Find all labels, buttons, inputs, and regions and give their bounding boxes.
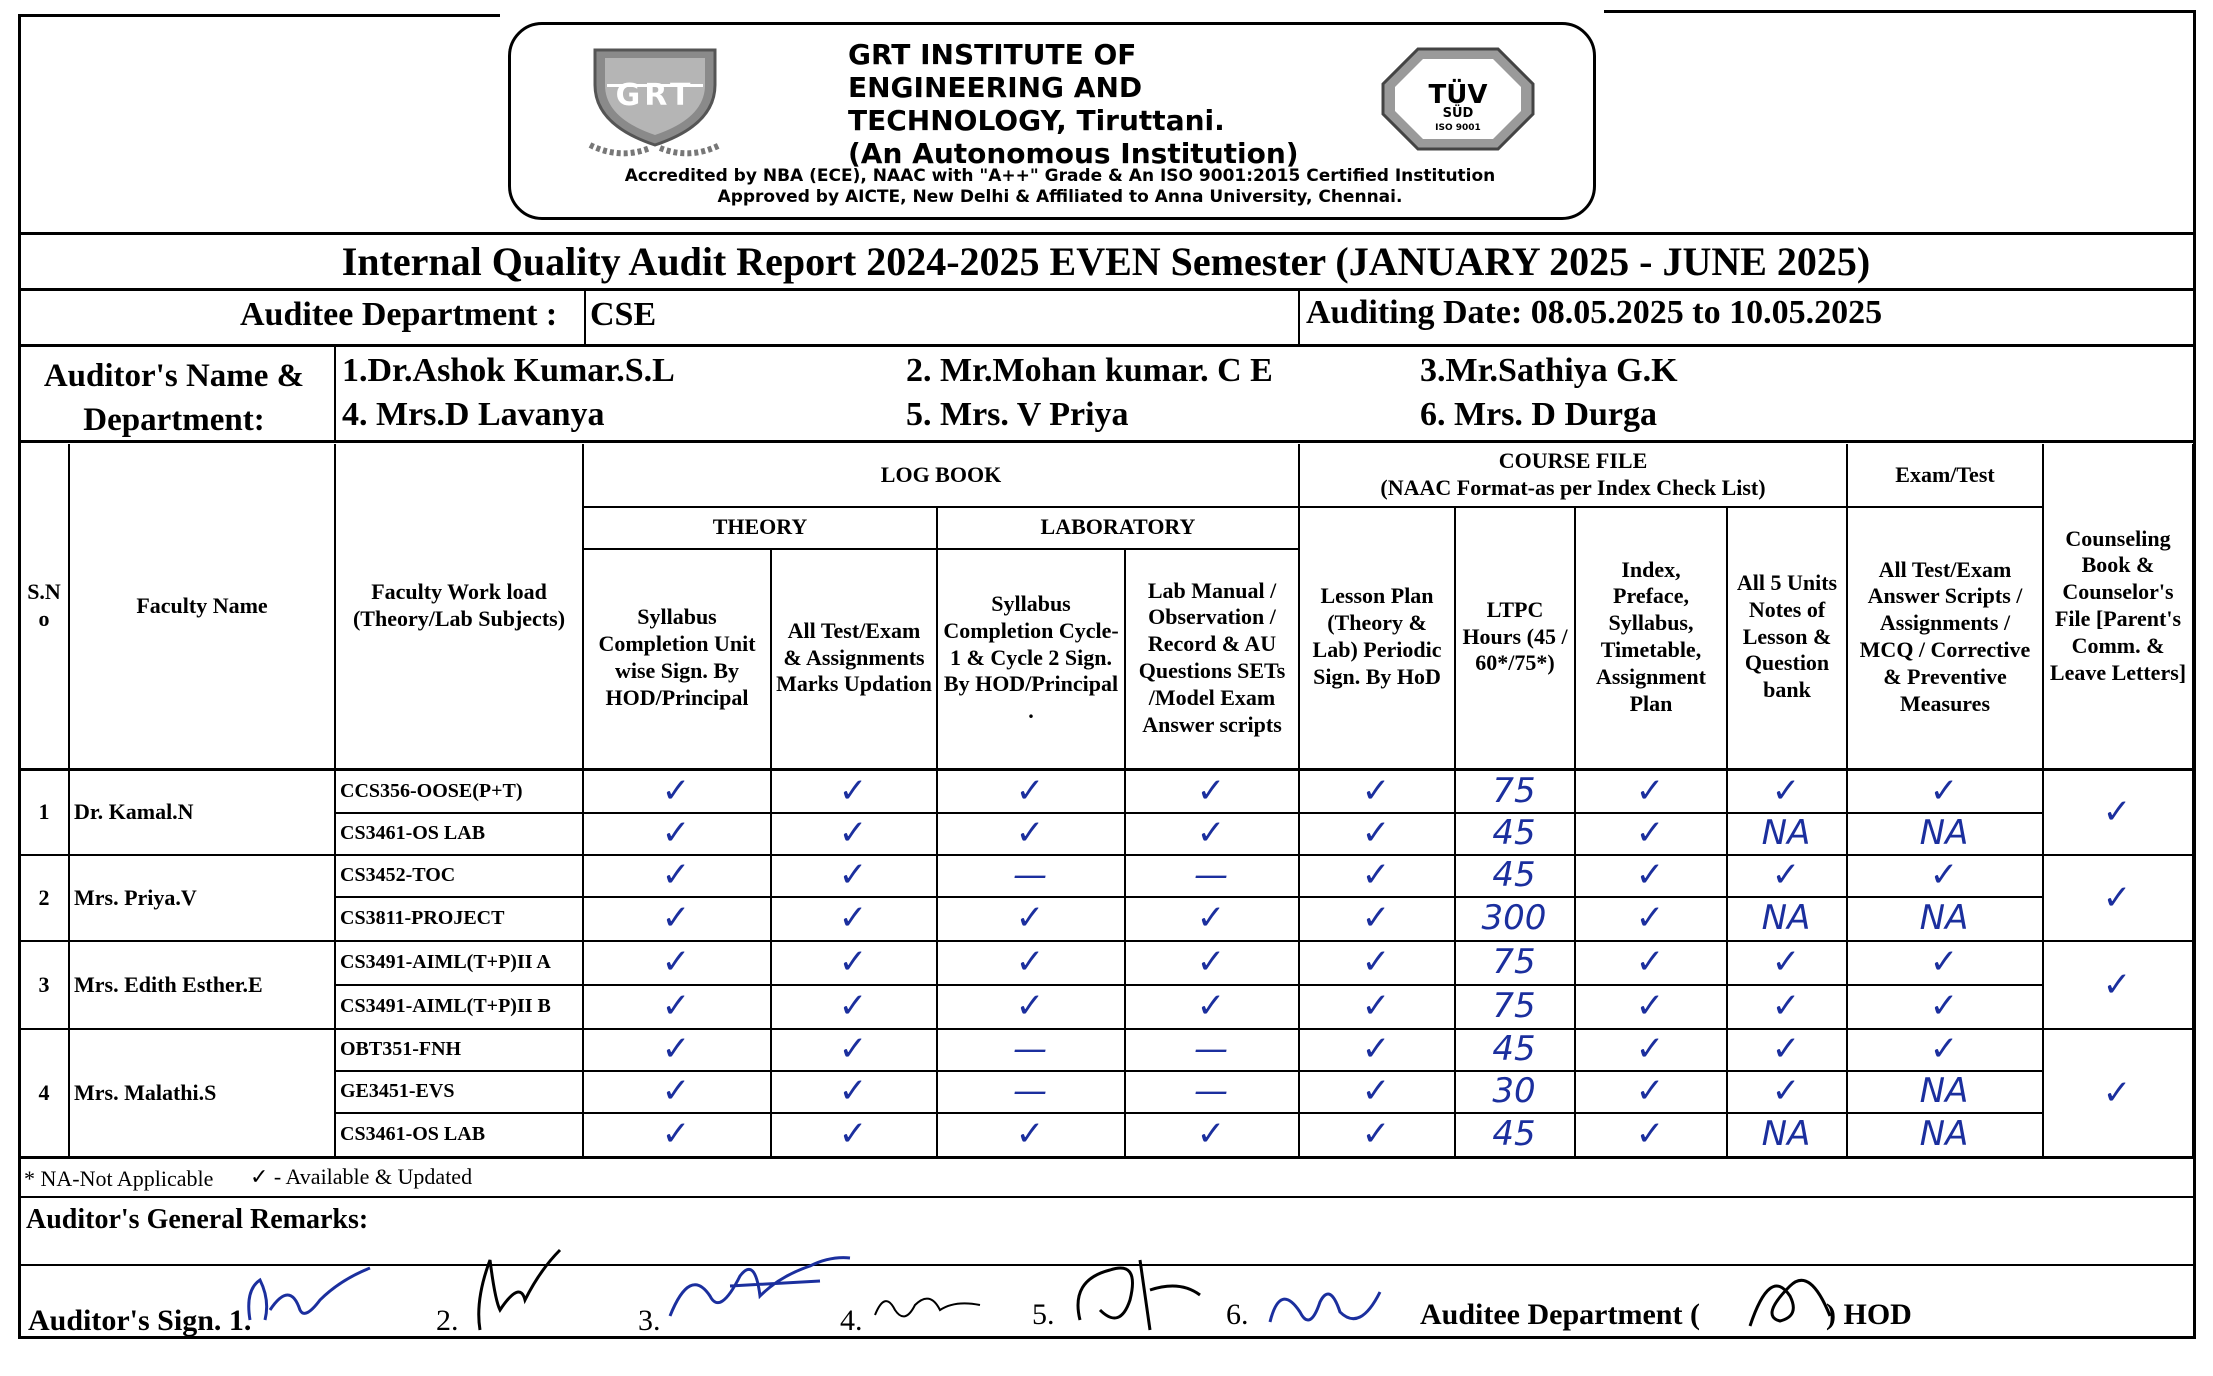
notes-status: ✓: [1771, 855, 1801, 895]
subject-code: GE3451-EVS: [340, 1079, 455, 1102]
header-syllabus-lab: Syllabus Completion Cycle-1 & Cycle 2 Sign. By HOD/Principal .: [943, 590, 1119, 724]
tick-mark: ✓: [838, 771, 868, 811]
subject-code: CS3811-PROJECT: [340, 906, 505, 929]
header-workload: Faculty Work load (Theory/Lab Subjects): [352, 579, 566, 631]
scripts-status: NA: [1919, 898, 1969, 938]
tick-mark: ✓: [1635, 1114, 1665, 1154]
lab-syllabus-mark: ✓: [1015, 898, 1045, 938]
faculty-sno: 3: [38, 971, 50, 997]
auditor-5: 5. Mrs. V Priya: [906, 396, 1129, 433]
tick-mark: ✓: [1635, 771, 1665, 811]
auditee-sign-label: Auditee Department (: [1420, 1298, 1700, 1331]
tick-mark: ✓: [838, 986, 868, 1026]
counseling-tick: ✓: [2102, 1073, 2132, 1113]
scripts-status: NA: [1919, 1071, 1969, 1111]
counseling-tick: ✓: [2102, 965, 2132, 1005]
tick-mark: ✓: [1635, 1071, 1665, 1111]
counseling-tick: ✓: [2102, 792, 2132, 832]
auditee-value: CSE: [590, 296, 657, 333]
legend-tick: ✓ - Available & Updated: [250, 1164, 473, 1189]
auditor-2-signature: [470, 1240, 570, 1336]
lab-manual-mark: —: [1194, 1029, 1228, 1069]
header-lab-manual: Lab Manual / Observation / Record & AU Questions SETs /Model Exam Answer scripts: [1138, 577, 1286, 737]
subject-code: CCS356-OOSE(P+T): [340, 779, 523, 802]
scripts-status: NA: [1919, 1114, 1969, 1154]
faculty-sno: 2: [38, 884, 50, 910]
auditee-label: Auditee Department :: [240, 296, 558, 333]
notes-status: ✓: [1771, 1071, 1801, 1111]
ltpc-hours: 75: [1492, 942, 1536, 982]
sign-number-2: 2.: [436, 1304, 459, 1337]
tick-mark: ✓: [1361, 1114, 1391, 1154]
faculty-sno: 1: [38, 798, 50, 824]
header-laboratory: LABORATORY: [1040, 513, 1196, 539]
subject-code: CS3491-AIML(T+P)II B: [340, 994, 551, 1017]
tuv-certification-logo: [1378, 44, 1538, 154]
counseling-tick: ✓: [2102, 878, 2132, 918]
institute-name-line4: (An Autonomous Institution): [848, 137, 1299, 170]
laurel-icon: [580, 130, 730, 160]
lab-syllabus-mark: —: [1013, 1029, 1047, 1069]
hod-signature: [1740, 1256, 1840, 1336]
tuv-logo-bottom: ISO 9001: [1435, 123, 1481, 133]
ltpc-hours: 45: [1492, 855, 1536, 895]
faculty-name: Mrs. Priya.V: [74, 885, 197, 910]
subject-code: CS3461-OS LAB: [340, 1122, 486, 1145]
lab-syllabus-mark: ✓: [1015, 986, 1045, 1026]
auditor-3: 3.Mr.Sathiya G.K: [1420, 352, 1678, 389]
tick-mark: ✓: [661, 1029, 691, 1069]
auditor-sign-label: Auditor's Sign. 1.: [28, 1304, 252, 1337]
lab-manual-mark: ✓: [1196, 771, 1226, 811]
tick-mark: ✓: [661, 813, 691, 853]
subject-code: OBT351-FNH: [340, 1037, 462, 1060]
header-notes: All 5 Units Notes of Lesson & Question bank: [1736, 569, 1838, 703]
ltpc-hours: 75: [1492, 986, 1536, 1026]
tick-mark: ✓: [661, 1071, 691, 1111]
lab-syllabus-mark: ✓: [1015, 1114, 1045, 1154]
tick-mark: ✓: [1361, 898, 1391, 938]
header-lesson-plan: Lesson Plan (Theory & Lab) Periodic Sign. By HoD: [1312, 583, 1442, 689]
header-marks-updation: All Test/Exam & Assignments Marks Updation: [776, 617, 932, 697]
tick-mark: ✓: [661, 898, 691, 938]
auditor-3-signature: [660, 1246, 860, 1330]
header-index: Index, Preface, Syllabus, Timetable, Assignment Plan: [1595, 556, 1706, 716]
notes-status: ✓: [1771, 1029, 1801, 1069]
approval-text: Approved by AICTE, New Delhi & Affiliated to Anna University, Chennai.: [717, 187, 1403, 207]
auditor-1-signature: [230, 1260, 380, 1336]
scripts-status: ✓: [1929, 771, 1959, 811]
lab-syllabus-mark: ✓: [1015, 942, 1045, 982]
auditor-label-2: Department:: [83, 402, 265, 438]
tick-mark: ✓: [1361, 813, 1391, 853]
tick-mark: ✓: [838, 1114, 868, 1154]
lab-syllabus-mark: ✓: [1015, 813, 1045, 853]
notes-status: NA: [1761, 1114, 1811, 1154]
notes-status: NA: [1761, 813, 1811, 853]
ltpc-hours: 45: [1492, 1029, 1536, 1069]
hod-label: ) HOD: [1826, 1298, 1912, 1331]
tick-mark: ✓: [1361, 986, 1391, 1026]
tick-mark: ✓: [661, 1114, 691, 1154]
tick-mark: ✓: [838, 1029, 868, 1069]
header-exam-test: Exam/Test: [1895, 461, 1995, 487]
sign-number-4: 4.: [840, 1304, 863, 1337]
scripts-status: NA: [1919, 813, 1969, 853]
legend-na: * NA-Not Applicable: [24, 1166, 214, 1191]
auditor-4-signature: [870, 1280, 990, 1330]
sign-number-6: 6.: [1226, 1298, 1249, 1331]
grt-logo-text: GRT: [615, 78, 695, 113]
institute-name-line1: GRT INSTITUTE OF: [848, 38, 1137, 71]
tick-mark: ✓: [1361, 771, 1391, 811]
faculty-name: Mrs. Malathi.S: [74, 1080, 217, 1105]
accreditation-text: Accredited by NBA (ECE), NAAC with "A++" Grade & An ISO 9001:2015 Certified Institution: [624, 166, 1496, 186]
tick-mark: ✓: [838, 942, 868, 982]
institute-name-line3: TECHNOLOGY, Tiruttani.: [848, 104, 1225, 137]
tick-mark: ✓: [1635, 986, 1665, 1026]
ltpc-hours: 45: [1492, 1114, 1536, 1154]
faculty-name: Mrs. Edith Esther.E: [74, 972, 263, 997]
auditor-1: 1.Dr.Ashok Kumar.S.L: [342, 352, 675, 389]
subject-code: CS3452-TOC: [340, 863, 456, 886]
faculty-sno: 4: [38, 1079, 50, 1105]
tick-mark: ✓: [838, 898, 868, 938]
tick-mark: ✓: [1635, 1029, 1665, 1069]
lab-manual-mark: —: [1194, 855, 1228, 895]
ltpc-hours: 45: [1492, 813, 1536, 853]
notes-status: ✓: [1771, 771, 1801, 811]
report-title: Internal Quality Audit Report 2024-2025 EVEN Semester (JANUARY 2025 - JUNE 2025): [341, 239, 1871, 284]
tuv-logo-mid: SÜD: [1442, 106, 1474, 121]
tick-mark: ✓: [838, 813, 868, 853]
lab-manual-mark: —: [1194, 1071, 1228, 1111]
scripts-status: ✓: [1929, 942, 1959, 982]
header-syllabus-theory: Syllabus Completion Unit wise Sign. By HOD/Principal: [598, 604, 756, 710]
tick-mark: ✓: [838, 1071, 868, 1111]
auditor-5-signature: [1060, 1250, 1210, 1336]
auditor-6-signature: [1260, 1272, 1390, 1336]
lab-manual-mark: ✓: [1196, 898, 1226, 938]
header-course-file-sub: (NAAC Format-as per Index Check List): [1380, 475, 1766, 500]
institute-name-line2: ENGINEERING AND: [848, 71, 1143, 104]
general-remarks-label: Auditor's General Remarks:: [26, 1204, 369, 1235]
tick-mark: ✓: [1361, 1029, 1391, 1069]
ltpc-hours: 75: [1492, 771, 1536, 811]
lab-manual-mark: ✓: [1196, 942, 1226, 982]
subject-code: CS3491-AIML(T+P)II A: [340, 950, 551, 973]
lab-syllabus-mark: —: [1013, 1071, 1047, 1111]
auditor-4: 4. Mrs.D Lavanya: [342, 396, 605, 433]
tick-mark: ✓: [661, 771, 691, 811]
ltpc-hours: 300: [1481, 898, 1547, 938]
scripts-status: ✓: [1929, 855, 1959, 895]
tick-mark: ✓: [661, 942, 691, 982]
tick-mark: ✓: [661, 986, 691, 1026]
scripts-status: ✓: [1929, 986, 1959, 1026]
faculty-name: Dr. Kamal.N: [74, 799, 194, 824]
tick-mark: ✓: [1635, 898, 1665, 938]
tick-mark: ✓: [838, 855, 868, 895]
notes-status: ✓: [1771, 986, 1801, 1026]
lab-syllabus-mark: ✓: [1015, 771, 1045, 811]
tuv-logo-top: TÜV: [1428, 80, 1488, 110]
subject-code: CS3461-OS LAB: [340, 821, 486, 844]
header-ltpc: LTPC Hours (45 / 60*/75*): [1462, 596, 1568, 676]
ltpc-hours: 30: [1492, 1071, 1536, 1111]
tick-mark: ✓: [1361, 942, 1391, 982]
notes-status: ✓: [1771, 942, 1801, 982]
header-course-file: COURSE FILE: [1498, 448, 1648, 474]
lab-syllabus-mark: —: [1013, 855, 1047, 895]
lab-manual-mark: ✓: [1196, 813, 1226, 853]
tick-mark: ✓: [1361, 1071, 1391, 1111]
scripts-status: ✓: [1929, 1029, 1959, 1069]
tick-mark: ✓: [1635, 813, 1665, 853]
tick-mark: ✓: [661, 855, 691, 895]
auditor-2: 2. Mr.Mohan kumar. C E: [906, 352, 1273, 389]
header-faculty-name: Faculty Name: [136, 592, 268, 618]
header-logbook: LOG BOOK: [880, 461, 1002, 487]
header-sno: S.N o: [27, 579, 61, 631]
auditor-label-1: Auditor's Name &: [43, 358, 305, 394]
lab-manual-mark: ✓: [1196, 1114, 1226, 1154]
notes-status: NA: [1761, 898, 1811, 938]
tick-mark: ✓: [1635, 855, 1665, 895]
lab-manual-mark: ✓: [1196, 986, 1226, 1026]
sign-number-3: 3.: [638, 1304, 661, 1337]
header-theory: THEORY: [712, 513, 808, 539]
header-answer-scripts: All Test/Exam Answer Scripts / Assignments / MCQ / Corrective & Preventive Measures: [1859, 556, 2031, 716]
auditing-date: Auditing Date: 08.05.2025 to 10.05.2025: [1306, 294, 1883, 331]
auditor-6: 6. Mrs. D Durga: [1420, 396, 1658, 433]
tick-mark: ✓: [1635, 942, 1665, 982]
header-counseling: Counseling Book & Counselor's File [Parent's Comm. & Leave Letters]: [2049, 525, 2187, 685]
sign-number-5: 5.: [1032, 1298, 1055, 1331]
tick-mark: ✓: [1361, 855, 1391, 895]
